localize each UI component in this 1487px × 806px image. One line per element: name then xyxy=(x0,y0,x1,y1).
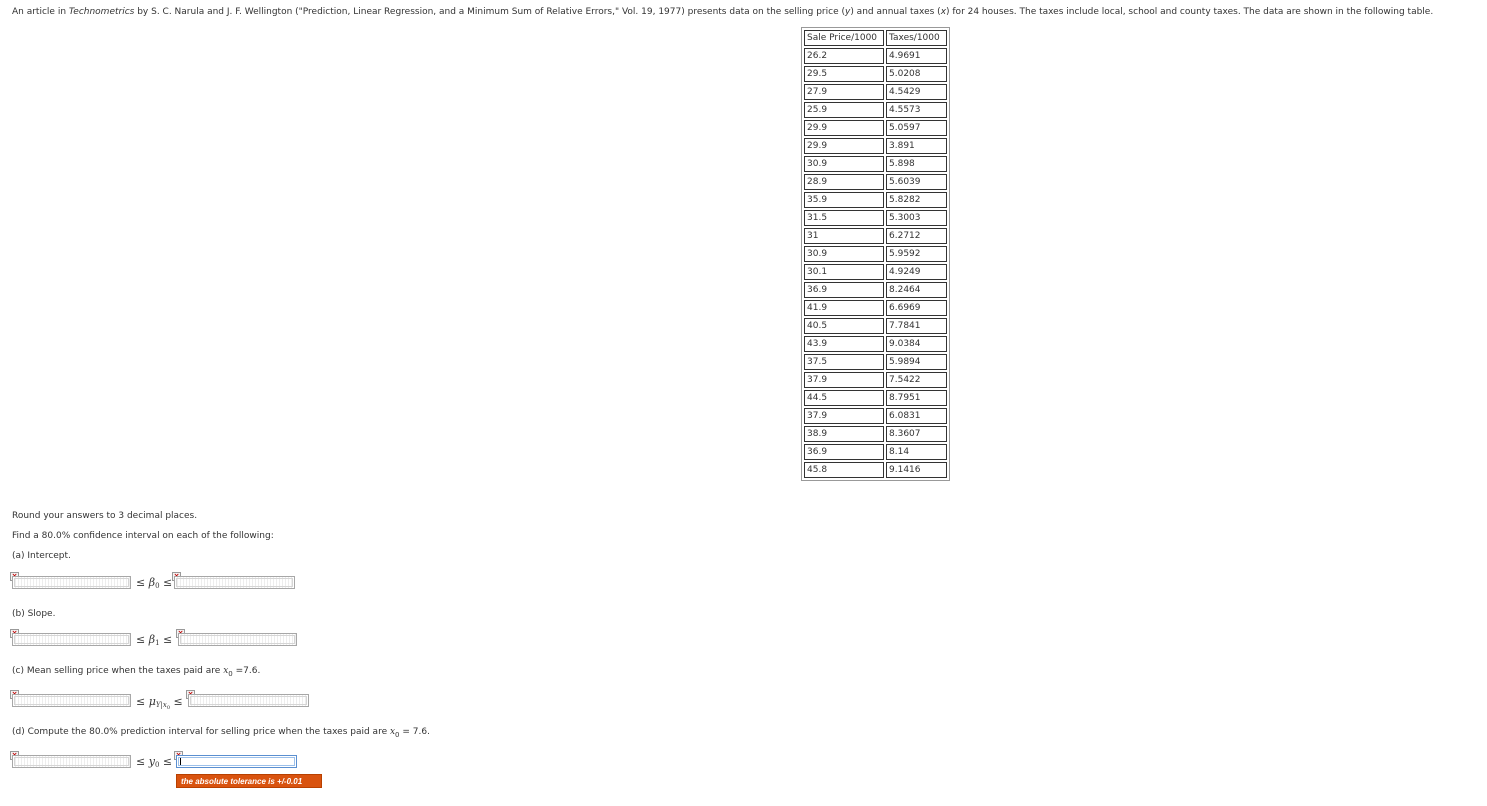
sale-price-cell: 25.9 xyxy=(804,102,884,118)
taxes-cell: 5.898 xyxy=(886,156,947,172)
table-row xyxy=(804,354,947,370)
intercept-upper-input[interactable] xyxy=(174,576,295,589)
table-row xyxy=(804,282,947,298)
table-row xyxy=(804,462,947,478)
taxes-cell: 8.14 xyxy=(886,444,947,460)
sale-price-cell: 31.5 xyxy=(804,210,884,226)
taxes-cell: 4.9691 xyxy=(886,48,947,64)
beta1-symbol: ≤ $\beta_1$ ≤ xyxy=(136,633,173,647)
table-header-row xyxy=(804,30,947,46)
table-row xyxy=(804,102,947,118)
table-row xyxy=(804,138,947,154)
sale-price-cell: 30.1 xyxy=(804,264,884,280)
taxes-cell: 6.0831 xyxy=(886,408,947,424)
part-a-label: (a) Intercept. xyxy=(12,551,71,561)
sale-price-cell: 45.8 xyxy=(804,462,884,478)
table-row xyxy=(804,120,947,136)
sale-price-cell: 29.9 xyxy=(804,120,884,136)
table-row xyxy=(804,300,947,316)
taxes-cell: 8.3607 xyxy=(886,426,947,442)
sale-price-cell: 40.5 xyxy=(804,318,884,334)
table-row xyxy=(804,426,947,442)
taxes-cell: 4.5573 xyxy=(886,102,947,118)
problem-statement: An article in Technometrics by S. C. Narula and J. F. Wellington ("Prediction, Linear Regression, and a Minimum Sum of Relative Errors," Vol. 19, 1977) presents data on the selling price (y) and annual taxes (x) for 24 houses. The taxes include local, school and county taxes. The data are shown in the following table. xyxy=(12,7,1434,17)
taxes-cell: 5.6039 xyxy=(886,174,947,190)
table-row xyxy=(804,174,947,190)
taxes-cell: 4.9249 xyxy=(886,264,947,280)
intercept-lower-input[interactable] xyxy=(12,576,131,589)
part-b-label: (b) Slope. xyxy=(12,609,56,619)
table-row xyxy=(804,372,947,388)
table-row xyxy=(804,192,947,208)
mean-price-upper-input[interactable] xyxy=(188,694,309,707)
taxes-cell: 6.2712 xyxy=(886,228,947,244)
sale-price-cell: 37.9 xyxy=(804,372,884,388)
part-d-label: (d) Compute the 80.0% prediction interval for selling price when the taxes paid are $x_0 = 7.6$. xyxy=(12,727,430,739)
taxes-cell: 5.9592 xyxy=(886,246,947,262)
table-row xyxy=(804,246,947,262)
confidence-instruction: Find a 80.0% confidence interval on each of the following: xyxy=(12,531,274,541)
table-row xyxy=(804,66,947,82)
table-row xyxy=(804,336,947,352)
rounding-instruction: Round your answers to 3 decimal places. xyxy=(12,511,198,521)
taxes-cell: 9.1416 xyxy=(886,462,947,478)
sale-price-cell: 43.9 xyxy=(804,336,884,352)
beta0-symbol: ≤ $\beta_0$ ≤ xyxy=(136,576,173,590)
taxes-cell: 8.2464 xyxy=(886,282,947,298)
taxes-cell: 5.0208 xyxy=(886,66,947,82)
taxes-cell: 5.8282 xyxy=(886,192,947,208)
column-header: Taxes/1000 xyxy=(886,30,947,46)
journal-name: Technometrics xyxy=(68,7,135,17)
sale-price-cell: 27.9 xyxy=(804,84,884,100)
text-cursor xyxy=(180,758,181,766)
sale-price-cell: 28.9 xyxy=(804,174,884,190)
taxes-cell: 6.6969 xyxy=(886,300,947,316)
taxes-cell: 9.0384 xyxy=(886,336,947,352)
table-row xyxy=(804,84,947,100)
prediction-upper-input[interactable] xyxy=(176,755,297,768)
sale-price-cell: 37.9 xyxy=(804,408,884,424)
mu-y-given-x0-symbol: ≤ $\mu_{Y|x_0}$ ≤ xyxy=(136,695,183,711)
sale-price-cell: 36.9 xyxy=(804,282,884,298)
table-row xyxy=(804,408,947,424)
mean-price-lower-input[interactable] xyxy=(12,694,131,707)
table-row xyxy=(804,264,947,280)
sale-price-cell: 35.9 xyxy=(804,192,884,208)
column-header: Sale Price/1000 xyxy=(804,30,884,46)
sale-price-cell: 37.5 xyxy=(804,354,884,370)
table-row xyxy=(804,48,947,64)
sale-price-cell: 36.9 xyxy=(804,444,884,460)
table-row xyxy=(804,444,947,460)
y0-symbol: ≤ $y_0$ ≤ xyxy=(136,755,173,769)
table-row xyxy=(804,156,947,172)
prediction-lower-input[interactable] xyxy=(12,755,131,768)
taxes-cell: 5.0597 xyxy=(886,120,947,136)
sale-price-cell: 30.9 xyxy=(804,156,884,172)
taxes-cell: 8.7951 xyxy=(886,390,947,406)
table-row xyxy=(804,390,947,406)
taxes-cell: 5.9894 xyxy=(886,354,947,370)
taxes-cell: 4.5429 xyxy=(886,84,947,100)
sale-price-cell: 30.9 xyxy=(804,246,884,262)
sale-price-cell: 41.9 xyxy=(804,300,884,316)
sale-price-cell: 44.5 xyxy=(804,390,884,406)
slope-lower-input[interactable] xyxy=(12,633,131,646)
sale-price-cell: 29.9 xyxy=(804,138,884,154)
taxes-cell: 7.5422 xyxy=(886,372,947,388)
taxes-cell: 7.7841 xyxy=(886,318,947,334)
sale-price-cell: 29.5 xyxy=(804,66,884,82)
tolerance-tooltip: the absolute tolerance is +/-0.01 xyxy=(176,774,322,788)
sale-price-cell: 31 xyxy=(804,228,884,244)
taxes-cell: 3.891 xyxy=(886,138,947,154)
part-c-label: (c) Mean selling price when the taxes paid are $x_0 =7.6$. xyxy=(12,666,261,678)
taxes-cell: 5.3003 xyxy=(886,210,947,226)
sale-price-cell: 26.2 xyxy=(804,48,884,64)
sale-price-cell: 38.9 xyxy=(804,426,884,442)
table-row xyxy=(804,228,947,244)
table-row xyxy=(804,318,947,334)
data-table xyxy=(801,27,950,481)
slope-upper-input[interactable] xyxy=(178,633,297,646)
table-row xyxy=(804,210,947,226)
